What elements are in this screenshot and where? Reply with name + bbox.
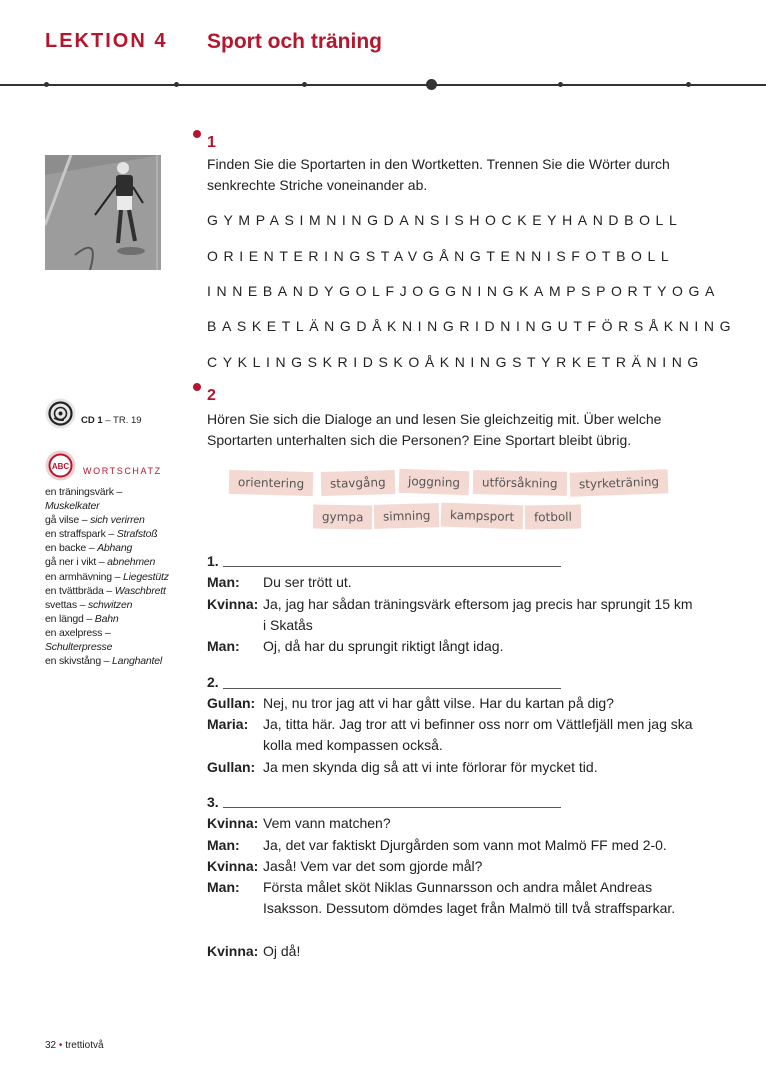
- exercise-bullet: [193, 130, 201, 138]
- word-chip: fotboll: [525, 505, 581, 530]
- word-chip: utförsåkning: [473, 470, 567, 496]
- word-chip: simning: [374, 503, 440, 529]
- exercise-2-instruction: Hören Sie sich die Dialoge an und lesen Sie gleichzeitig mit. Über welche Sportarten unterhalten sich die Personen? Eine Sportart bleibt übrig.: [207, 411, 662, 448]
- speaker-label: Man:: [207, 574, 240, 590]
- vocab-entry: en längd – Bahn: [45, 612, 119, 625]
- vocab-entry: en armhävning – Liegestütz: [45, 570, 169, 583]
- timeline-dot-current: [426, 79, 437, 90]
- dialog-text: Första målet sköt Niklas Gunnarsson och andra målet Andreas Isaksson. Dessutom dömdes laget från Malmö till två straffsparkar.: [263, 879, 676, 916]
- timeline-rule: [0, 84, 766, 86]
- vocab-entry: svettas – schwitzen: [45, 598, 133, 611]
- dialog-text: Vem vann matchen?: [263, 815, 391, 831]
- word-chain-row: ORIENTERINGSTAVGÅNGTENNISFOTBOLL: [207, 248, 675, 264]
- vocab-entry: en backe – Abhang: [45, 542, 133, 555]
- dialog-number: 1.: [207, 553, 219, 569]
- vocabulary-icon: [45, 450, 76, 481]
- timeline-dot: [174, 82, 179, 87]
- speaker-label: Man:: [207, 837, 240, 853]
- dialog-text: Ja men skynda dig så att vi inte förlorar för mycket tid.: [263, 759, 598, 775]
- dialog-text: Du ser trött ut.: [263, 574, 352, 590]
- dialog-text: Ja, titta här. Jag tror att vi befinner oss norr om Vättlefjäll men jag ska kolla med kompassen också.: [263, 716, 693, 753]
- word-chain-row: BASKETLÄNGDÅKNINGRIDNINGUTFÖRSÅKNING: [207, 318, 737, 334]
- speaker-label: Maria:: [207, 716, 249, 732]
- dialog-text: Oj, då har du sprungit riktigt långt idag.: [263, 638, 504, 654]
- floorball-photo: [45, 155, 161, 270]
- vocab-entry: en straffspark – Strafstoß: [45, 528, 158, 541]
- vocab-entry: gå vilse – sich verirren: [45, 514, 145, 527]
- word-chip: orientering: [229, 470, 314, 496]
- vocabulary-list: [45, 485, 175, 668]
- dialog-text: Ja, jag har sådan träningsvärk eftersom jag precis har sprungit 15 km i Skatås: [263, 596, 693, 633]
- dialog-text: Ja, det var faktiskt Djurgården som vann mot Malmö FF med 2-0.: [263, 837, 667, 853]
- word-chip: gympa: [313, 504, 373, 529]
- cd-track-label: CD 1 – TR. 19: [81, 415, 142, 426]
- dialog-text: Jaså! Vem var det som gjorde mål?: [263, 858, 483, 874]
- page-title: Sport och träning: [207, 30, 382, 53]
- timeline-dot: [302, 82, 307, 87]
- speaker-label: Kvinna:: [207, 943, 259, 959]
- vocab-entry: gå ner i vikt – abnehmen: [45, 556, 156, 569]
- svg-text:ABC: ABC: [51, 462, 70, 471]
- exercise-1-number: 1: [207, 134, 216, 151]
- word-chain-row: GYMPASIMNINGDANSISHOCKEYHANDBOLL: [207, 212, 683, 228]
- speaker-label: Gullan:: [207, 695, 256, 711]
- speaker-label: Kvinna:: [207, 596, 259, 612]
- timeline-dot: [44, 82, 49, 87]
- answer-line[interactable]: [223, 807, 561, 808]
- word-chip: kampsport: [441, 503, 524, 530]
- exercise-2-number: 2: [207, 387, 216, 404]
- exercise-1-instruction: Finden Sie die Sportarten in den Wortketten. Trennen Sie die Wörter durch senkrechte Striche voneinander ab.: [207, 156, 670, 193]
- speaker-label: Man:: [207, 879, 240, 895]
- vocab-entry: en träningsvärk – Muskelkater: [45, 486, 123, 513]
- vocab-entry: en tvättbräda – Waschbrett: [45, 584, 166, 597]
- speaker-label: Kvinna:: [207, 815, 259, 831]
- speaker-label: Kvinna:: [207, 858, 259, 874]
- vocab-entry: en skivstång – Langhantel: [45, 655, 163, 668]
- word-chip: styrketräning: [570, 469, 669, 496]
- dialog-text: Nej, nu tror jag att vi har gått vilse. Har du kartan på dig?: [263, 695, 614, 711]
- dialog-text: Oj då!: [263, 943, 301, 959]
- dialog-number: 3.: [207, 794, 219, 810]
- timeline-dot: [558, 82, 563, 87]
- page-number-word: trettiotvå: [65, 1040, 104, 1051]
- page-number: 32: [45, 1040, 57, 1051]
- timeline-dot: [686, 82, 691, 87]
- vocab-entry: en axelpress – Schulterpresse: [45, 626, 113, 654]
- answer-line[interactable]: [223, 688, 561, 689]
- page-footer: 32 • trettiotvå: [45, 1040, 104, 1051]
- dialog-number: 2.: [207, 674, 219, 690]
- word-chain-row: INNEBANDYGOLFJOGGNINGKAMPSPORTYOGA: [207, 283, 720, 299]
- word-chip: stavgång: [321, 470, 395, 496]
- word-chip: joggning: [399, 469, 470, 495]
- lesson-label: LEKTION 4: [45, 30, 168, 52]
- speaker-label: Gullan:: [207, 759, 256, 775]
- cd-icon: [45, 398, 76, 429]
- word-chain-row: CYKLINGSKRIDSKOÅKNINGSTYRKETRÄNING: [207, 354, 704, 370]
- answer-line[interactable]: [223, 566, 561, 567]
- wortschatz-title: WORTSCHATZ: [83, 466, 162, 476]
- exercise-bullet: [193, 383, 201, 391]
- speaker-label: Man:: [207, 638, 240, 654]
